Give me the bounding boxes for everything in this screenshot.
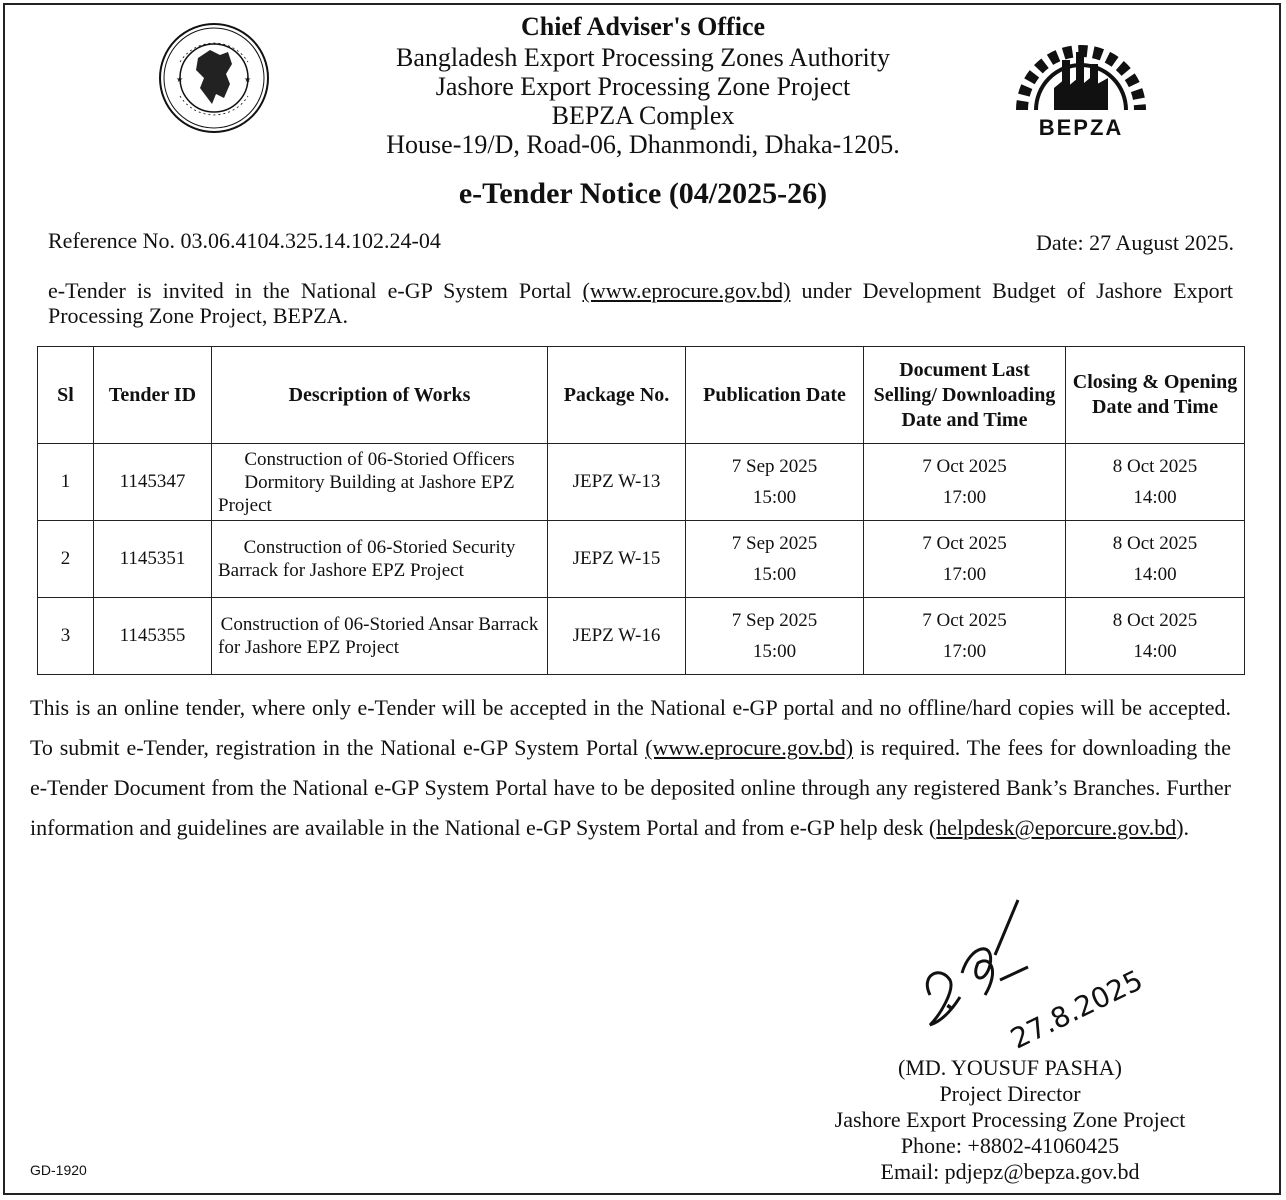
- row-package: JEPZ W-16: [548, 598, 686, 675]
- signer-name: (MD. YOUSUF PASHA): [898, 1055, 1122, 1080]
- row-publication: [686, 444, 864, 521]
- document-date: 7 Oct 2025: [922, 610, 1007, 631]
- table-row: [38, 444, 1245, 521]
- handwritten-signature: [900, 885, 1180, 1065]
- publication-date: 7 Sep 2025: [731, 610, 818, 631]
- document-date: 7 Oct 2025: [922, 533, 1007, 554]
- signer-phone: Phone: +8802-41060425: [900, 1133, 1120, 1158]
- svg-text:★: ★: [176, 75, 184, 84]
- row-package: JEPZ W-15: [548, 521, 686, 598]
- publication-time: 15:00: [752, 564, 797, 585]
- paren-close: ).: [1176, 815, 1190, 840]
- instructions-text-1: This is an online tender, where only e-Tender will be accepted in the National e-GP portal and no offline/hard copies will be accepted. To submit e-Tender, registration in the National e-GP System Portal: [30, 695, 1231, 760]
- signature-date: 27.8.2025: [1005, 963, 1148, 1056]
- publication-time: 15:00: [752, 641, 797, 662]
- header-sl: Sl: [38, 347, 94, 444]
- paren-open: (: [928, 815, 937, 840]
- signer-project: Jashore Export Processing Zone Project: [834, 1107, 1186, 1132]
- row-publication: [686, 521, 864, 598]
- publication-date: 7 Sep 2025: [731, 456, 818, 477]
- intro-text: e-Tender is invited in the National e-GP System Portal: [48, 278, 583, 303]
- reference-number: Reference No. 03.06.4104.325.14.102.24-04: [48, 228, 441, 253]
- row-sl: 2: [38, 521, 94, 598]
- row-document-last: [864, 598, 1066, 675]
- table-header-row: [38, 347, 1245, 444]
- row-tender-id: 1145351: [94, 521, 212, 598]
- row-closing: [1066, 598, 1245, 675]
- closing-date: 8 Oct 2025: [1112, 610, 1198, 631]
- row-description: Construction of 06-Storied Officers Dormitory Building at Jashore EPZ Project: [212, 444, 548, 521]
- header-tender-id: Tender ID: [94, 347, 212, 444]
- closing-time: 14:00: [1133, 564, 1177, 585]
- instructions-text-2: is required. The fees for downloading the e-Tender Document from the National e-GP System Portal have to be deposited online through any registered Bank’s Branches. Further information and guidelines are available in the National e-GP System Portal and from e-GP help desk: [30, 735, 1231, 840]
- row-tender-id: 1145347: [94, 444, 212, 521]
- eprocure-link-2[interactable]: (www.eprocure.gov.bd): [645, 735, 854, 760]
- document-time: 17:00: [942, 564, 987, 585]
- publication-time: 15:00: [752, 487, 797, 508]
- header-description: Description of Works: [212, 347, 548, 444]
- header-publication-date: Publication Date: [686, 347, 864, 444]
- tender-table: [37, 346, 1245, 675]
- closing-date: 8 Oct 2025: [1112, 456, 1198, 477]
- document-date: 7 Oct 2025: [922, 456, 1007, 477]
- header-document-last-selling: Document Last Selling/ Downloading Date and Time: [864, 347, 1066, 444]
- row-sl: 3: [38, 598, 94, 675]
- header-package: Package No.: [548, 347, 686, 444]
- intro-paragraph: [48, 278, 1233, 328]
- row-document-last: [864, 521, 1066, 598]
- table-row: [38, 521, 1245, 598]
- row-description: Construction of 06-Storied Security Barrack for Jashore EPZ Project: [212, 521, 548, 598]
- svg-text:★: ★: [244, 75, 252, 84]
- intro-text-end: under Development Budget of Jashore Export Processing Zone Project, BEPZA.: [48, 278, 1234, 328]
- row-package: JEPZ W-13: [548, 444, 686, 521]
- closing-date: 8 Oct 2025: [1112, 533, 1198, 554]
- row-closing: [1066, 521, 1245, 598]
- office-name: Chief Adviser's Office: [520, 12, 766, 41]
- eprocure-link[interactable]: (www.eprocure.gov.bd): [582, 278, 791, 303]
- document-time: 17:00: [942, 641, 987, 662]
- notice-date: Date: 27 August 2025.: [1036, 230, 1234, 255]
- notice-title: e-Tender Notice (04/2025-26): [458, 177, 828, 210]
- row-sl: 1: [38, 444, 94, 521]
- signer-designation: Project Director: [939, 1081, 1081, 1106]
- row-tender-id: 1145355: [94, 598, 212, 675]
- table-row: [38, 598, 1245, 675]
- instructions-paragraph: [30, 688, 1231, 848]
- row-document-last: [864, 444, 1066, 521]
- address: House-19/D, Road-06, Dhanmondi, Dhaka-1205.: [386, 130, 900, 159]
- closing-time: 14:00: [1133, 487, 1177, 508]
- bepza-logo-text: BEPZA: [1038, 115, 1124, 140]
- publication-date: 7 Sep 2025: [731, 533, 818, 554]
- header-closing-opening: Closing & Opening Date and Time: [1066, 347, 1245, 444]
- complex-name: BEPZA Complex: [551, 101, 735, 130]
- row-publication: [686, 598, 864, 675]
- row-closing: [1066, 444, 1245, 521]
- document-time: 17:00: [942, 487, 987, 508]
- project-name: Jashore Export Processing Zone Project: [435, 72, 851, 101]
- row-description: Construction of 06-Storied Ansar Barrack for Jashore EPZ Project: [212, 598, 548, 675]
- authority-name: Bangladesh Export Processing Zones Authority: [396, 43, 890, 72]
- helpdesk-email-link[interactable]: helpdesk@eporcure.gov.bd: [936, 815, 1177, 840]
- closing-time: 14:00: [1133, 641, 1177, 662]
- signer-email: Email: pdjepz@bepza.gov.bd: [880, 1159, 1140, 1184]
- gd-code: GD-1920: [30, 1162, 87, 1178]
